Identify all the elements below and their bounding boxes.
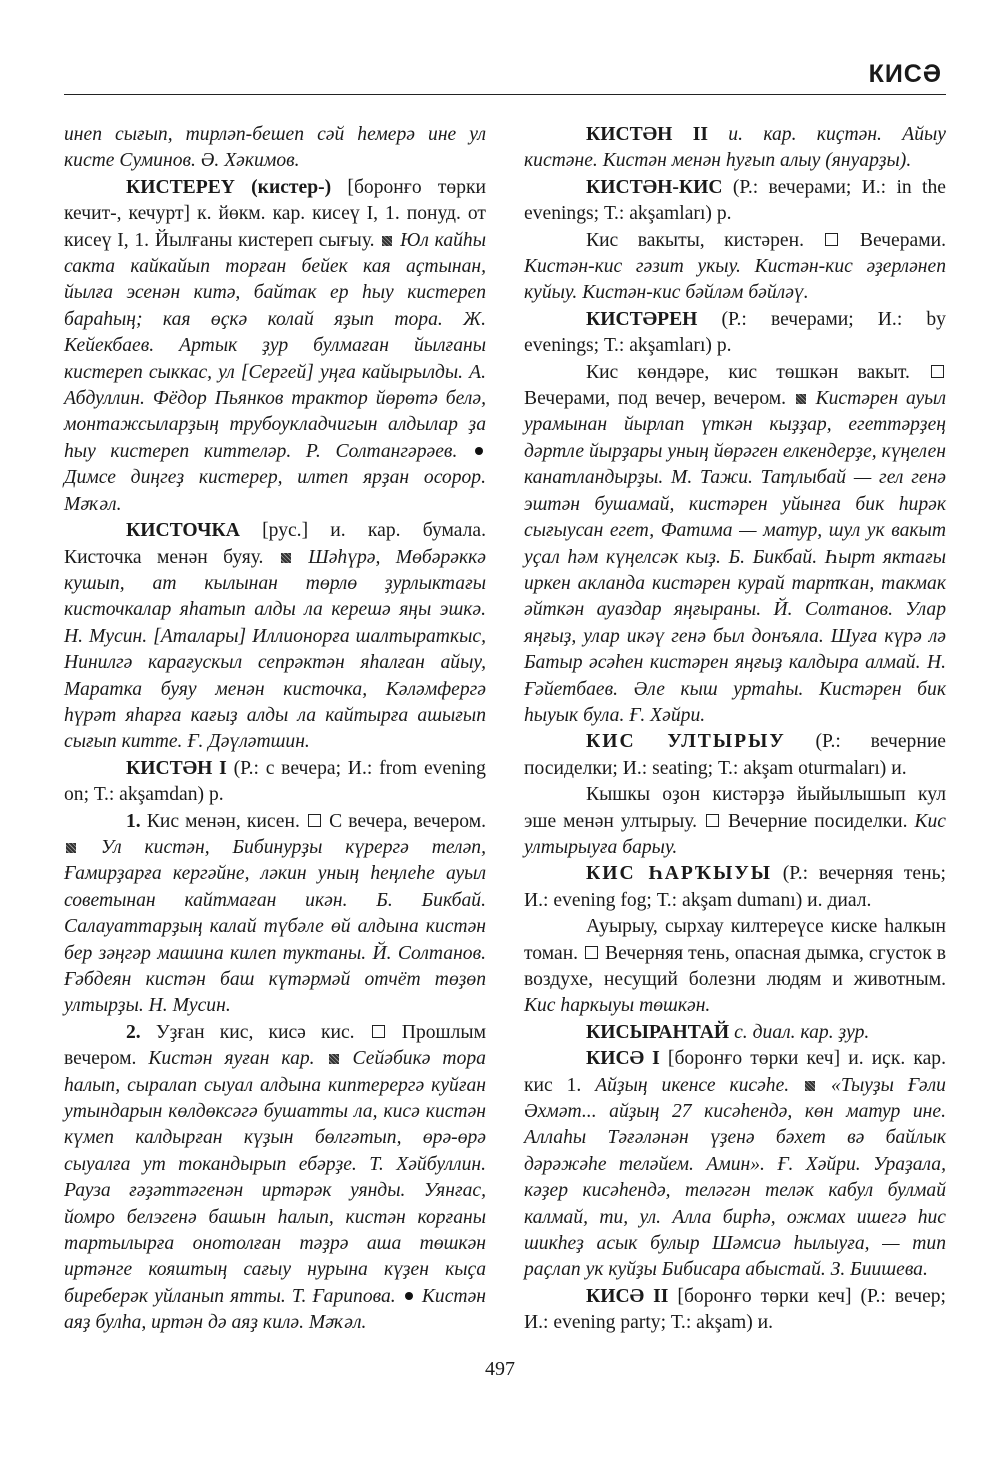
examples: «Тыуҙы Ғәли Әхмәт... айҙың 27 кисәһендә, көн матур ине. Аллаһы Тәғәләнән үҙенә бәхет вә байлык дәрәжәһе теләйем. Амин». Ғ. Хәйри. Ураҙала, кәҙер кисәһендә, теләгән теләк кабул булмай калмай, ти, ул. Алла бирһә, ожмах ишегә һис шикһеҙ асык булыр Шәмсиә һылыуға, — тип раҫлап ук куйҙы Бибисара абыстай. З. Биишева. xyxy=(524,1074,946,1281)
sense-definition: Кис менән, кисен. xyxy=(146,810,300,832)
left-column xyxy=(64,122,486,1337)
proverb: Кистән аяҙ булһа, иртән дә аяҙ килә. Мәҡәл. xyxy=(64,1285,486,1334)
right-column xyxy=(524,122,946,1337)
translation-marker-icon xyxy=(825,233,838,246)
entry-kisten-kis-body xyxy=(524,228,946,307)
phrase: Айҙың икенсе кисәһе. xyxy=(595,1074,790,1096)
definition: [боронғо төрки кеч] и. иҫк. кар. кис 1. xyxy=(524,1048,947,1096)
translation-marker-icon xyxy=(931,365,944,378)
definition: (Р.: вечерами; И.: by evenings; Т.: akşamları) р. xyxy=(524,308,946,357)
translation: Вечерняя тень, опасная дымка, сгусток в воздухе, несущий болезни людям и животным. xyxy=(524,942,946,990)
entry-kisteren-body xyxy=(524,360,946,730)
sense-number: 2. xyxy=(126,1021,141,1043)
entry-kisteren xyxy=(524,307,946,360)
sense-1 xyxy=(64,809,486,1020)
examples: Кис ултырыуға барыу. xyxy=(524,810,946,858)
page-number: 497 xyxy=(485,1358,515,1380)
translation: С вечера, вечером. xyxy=(329,810,487,832)
translation: Прошлым вечером. xyxy=(64,1021,486,1070)
running-head: КИСӘ xyxy=(868,60,942,88)
definition: и. кар. киҫтән. Айыу кистәне. Кистән менән һуғып алыу (януарҙы). xyxy=(524,124,946,172)
entry-kisten-2 xyxy=(524,122,946,175)
sense-definition: Кышкы оҙон кистәрҙә йыйылышып кул эше менән ултырыу. xyxy=(524,784,946,832)
proverb-marker-icon xyxy=(405,1292,413,1300)
definition: (Р.: с вечера; И.: from evening on; Т.: akşamdan) р. xyxy=(64,757,486,806)
header-rule xyxy=(64,94,946,95)
entry-kistochka xyxy=(64,518,486,756)
sense-definition: Уҙған кис, кисә кис. xyxy=(155,1021,355,1043)
sense-2 xyxy=(64,1020,486,1337)
definition: [рус.] и. кар. бумала. Кисточка менән буяу. xyxy=(64,520,486,568)
entry-kisyrantai xyxy=(524,1020,946,1046)
examples: Кистән-кис гәзит укыу. Кистән-кис әҙерләнеп куйыу. Кистән-кис бәйләм бәйләү. xyxy=(524,256,946,304)
examples: Сейәбикә тора һалып, сыралап сыуал алдына киптерергә куйған утындарын көлдөксәгә бушатты ла, кисә кистән күмеп калдырған күҙын бөлгәтып, өрә-өрә сыуалға ут токандырып ебәрҙе. Т. Хәйбуллин. Рауза ғәҙәттәгенән иртәрәк уянды. Уянғас, йомро белэгенә башын һалып, кистән корғаны тартылырға онотолған тәҙрә аша төшкән иртәнге кояштың сағыу нурына күҙен кыҫа биреберәк уйланып ятты. Т. Ғарипова. xyxy=(64,1048,486,1307)
headword: КИСТОЧКА xyxy=(126,520,240,542)
translation: Вечерами. xyxy=(859,229,946,251)
definition: с. диал. кар. ҙур. xyxy=(734,1021,870,1043)
examples: Кистәрен ауыл урамынан йырлап үткән кыҙҙар, егеттәрҙең дәртле йырҙары уның йөрәген елкендерҙе, күңелен канатландырҙы. М. Тажи. Таҭлыбай — гел генә эштән бушамай, кистәрен уйынға бик һирәк сығыусан егет, Фатима — матур, шул ук вакыт уҫал һәм күңелсәк кыҙ. Б. Бикбай. Һырт яктағы иркен акланда кистәрен курай тартҡан, такмак әйткән ауаздар яңғыраны. Й. Солтанов. Улар яңғыҙ, улар икәү генә был донъяла. Шуға күрә лә Батыр әсәһен кистәрен яңғыҙ калдыра алмай. Н. Ғәйетбаев. Әле кыш уртаһы. Кистәрен бик һыуык була. Ғ. Хәйри. xyxy=(524,388,946,726)
entry-kis-ultyryu xyxy=(524,729,946,782)
headword: КИСӘ II xyxy=(586,1285,669,1307)
entry-kistereu xyxy=(64,175,486,518)
proverb-marker-icon xyxy=(475,447,483,455)
example-marker-icon xyxy=(281,553,291,563)
definition: (Р.: вечерние посиделки; И.: seating; Т.: akşam oturmaları) и. xyxy=(524,731,946,779)
sense-definition: Кис вакыты, кистәрен. xyxy=(586,229,804,251)
continued-example: инеп сығып, тирләп-бешеп сәй һемерә ине ул кисте Суминов. Ә. Хәкимов. xyxy=(64,124,486,172)
examples: Ул кистән, Бибинурҙы күрергә теләп, Ғамирҙарға кергәйне, ләкин уның һеңлеһе ауыл советынан кайтмаған икән. Б. Бикбай. Салауаттарҙың калай түбәле өй алдына кистән бер зәңгәр машина килеп туктаны. Й. Солтанов. Ғәбдеян кистән баш күтәрмәй отчёт төҙөп ултырҙы. Н. Мусин. xyxy=(64,836,486,1017)
sense-definition: Ауырыу, сырхау килтереүсе киске һалкын томан. xyxy=(524,916,946,964)
phrase: Кистән яуған кар. xyxy=(148,1048,315,1070)
headword: КИСЫРАНТАЙ xyxy=(586,1021,730,1043)
translation-marker-icon xyxy=(585,946,598,959)
entry-kise-1 xyxy=(524,1046,946,1284)
headword: КИСТӘН II xyxy=(586,124,708,145)
entry-kise-2 xyxy=(524,1284,946,1337)
headword: КИСТӘН-КИС xyxy=(586,176,723,198)
sense-definition: Кис көндәре, кис төшкән вакыт. xyxy=(586,361,910,383)
translation-marker-icon xyxy=(372,1025,385,1038)
entry-kis-ultyryu-body xyxy=(524,782,946,861)
entry-kisten-1 xyxy=(64,756,486,809)
examples: Шәһүрә, Мөбәрәккә кушып, ат кылынан төрлө ҙурлыктағы кисточкалар яһатып алды ла керешә яңы эшкә. Н. Мусин. [Аталары] Иллионорға шалтыраткыс, Нинилгә карағускыл сепрәктән яһалған айыу, Маратка буяу менән кисточка, Кәләмфергә һүрәт яһарға кағыҙ алды ла кайтырға ашығып сығып китте. Ғ. Дәүләтшин. xyxy=(64,546,486,753)
headword: КИС ҺАРҠЫУЫ xyxy=(586,863,772,885)
translation: Вечерами, под вечер, вечером. xyxy=(524,388,787,410)
translation: Вечерние посиделки. xyxy=(727,810,908,832)
examples: Кис һаркыуы төшкән. xyxy=(524,995,711,1017)
entry-kis-harkyuy-body xyxy=(524,914,946,1020)
example-marker-icon xyxy=(329,1054,339,1064)
example-marker-icon xyxy=(66,843,76,853)
translation-marker-icon xyxy=(308,814,321,827)
translation-marker-icon xyxy=(706,814,719,827)
example-marker-icon xyxy=(382,236,392,246)
definition: [боронғо төрки кечит-, кечурт] к. йөкм. кар. кисеү I, 1. понуд. от кисеү I, 1. Йылғаны кистереп сығыу. xyxy=(64,176,486,251)
headword: КИС УЛТЫРЫУ xyxy=(586,731,786,753)
definition: (Р.: вечерняя тень; И.: evening fog; Т.: akşam dumanı) и. диал. xyxy=(524,863,946,911)
headword: КИСТЕРЕҮ (кистер-) xyxy=(126,176,332,198)
proverb: Димсе диңгеҙ кистерер, илтеп ярҙан осорор. Мәҡәл. xyxy=(64,467,486,515)
example-marker-icon xyxy=(796,394,806,404)
entry-kis-harkyuy xyxy=(524,861,946,914)
headword: КИСӘ I xyxy=(586,1048,660,1070)
examples: Юл кайһы сакта кайкайып торған бейек кая аҫтынан, йылға эсенән китә, байтак ер һыу кистереп бараһың; кая өҫкә колай яҙып тора. Ж. Кейекбаев. Артык ҙур булмаған йылғаны кистереп сыккас, ул [Сергей] уңға кайырылды. А. Абдуллин. Фёдор Пьянков трактор йөрөтә белә, монтажсыларҙың трубоукладчигын алдылар ҙа һыу кистереп киттеләр. Р. Солтангәрәев. xyxy=(64,229,486,462)
entry-kisten-kis xyxy=(524,175,946,228)
example-marker-icon xyxy=(805,1081,815,1091)
headword: КИСТӘРЕН xyxy=(586,308,698,330)
definition: [боронғо төрки кеч] (Р.: вечер; И.: evening party; Т.: akşam) и. xyxy=(524,1285,947,1334)
sense-number: 1. xyxy=(126,810,141,832)
headword: КИСТӘН I xyxy=(126,757,227,779)
definition: (Р.: вечерами; И.: in the evenings; Т.: akşamları) р. xyxy=(524,176,946,225)
